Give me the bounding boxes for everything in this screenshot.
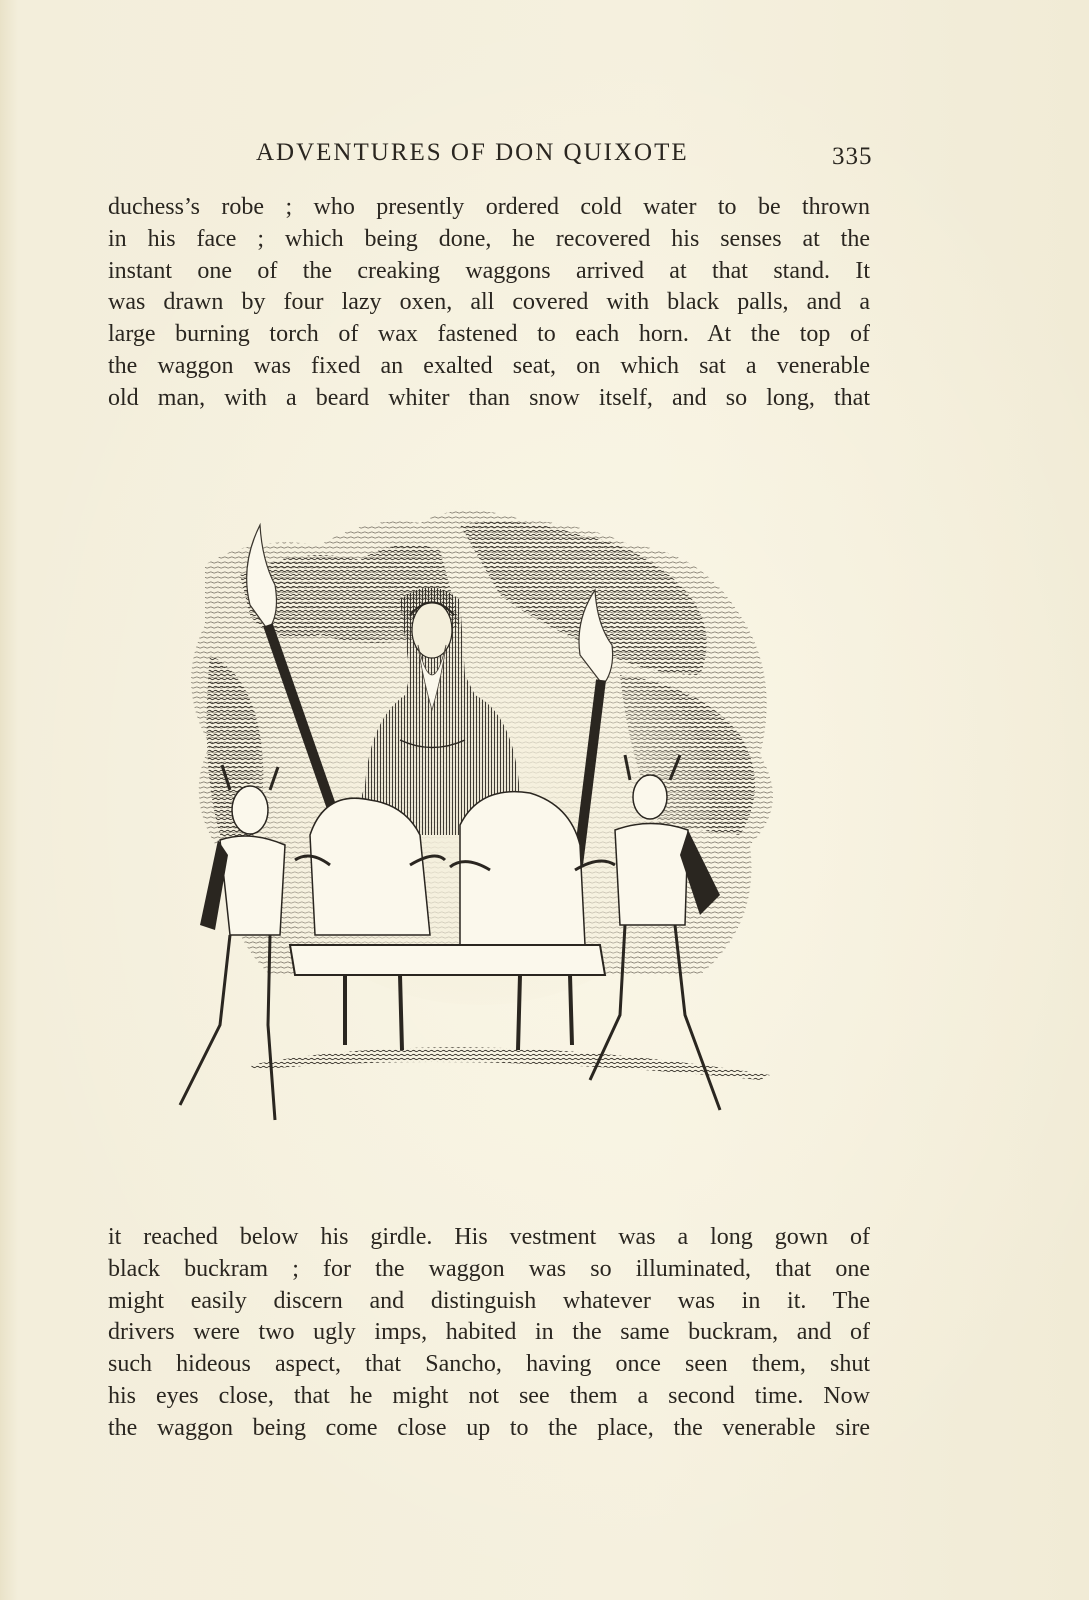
text-line: the waggon being come close up to the place, the venerable sire: [108, 1414, 870, 1441]
page-number: 335: [832, 143, 873, 170]
text-line: old man, with a beard whiter than snow itself, and so long, that: [108, 384, 870, 411]
text-line: black buckram ; for the waggon was so illuminated, that one: [108, 1255, 870, 1282]
page-header: [0, 139, 1089, 175]
engraving-illustration: [160, 505, 800, 1165]
paragraph-bottom: [108, 1222, 870, 1445]
text-line: duchess’s robe ; who presently ordered cold water to be thrown: [108, 194, 870, 220]
text-line: it reached below his girdle. His vestment was a long gown of: [108, 1224, 870, 1250]
text-line: the waggon was fixed an exalted seat, on which sat a venerable: [108, 352, 870, 379]
text-line: large burning torch of wax fastened to each horn. At the top of: [108, 321, 870, 348]
text-line: in his face ; which being done, he recovered his senses at the: [108, 225, 870, 252]
text-line: might easily discern and distinguish whatever was in it. The: [108, 1287, 870, 1314]
running-title: ADVENTURES OF DON QUIXOTE: [256, 139, 689, 166]
text-line: was drawn by four lazy oxen, all covered with black palls, and a: [108, 289, 870, 316]
text-line: such hideous aspect, that Sancho, having once seen them, shut: [108, 1351, 870, 1378]
text-line: instant one of the creaking waggons arrived at that stand. It: [108, 257, 870, 284]
text-line: drivers were two ugly imps, habited in the same buckram, and of: [108, 1319, 870, 1346]
text-line: his eyes close, that he might not see them a second time. Now: [108, 1382, 870, 1409]
paragraph-top: [108, 192, 870, 415]
